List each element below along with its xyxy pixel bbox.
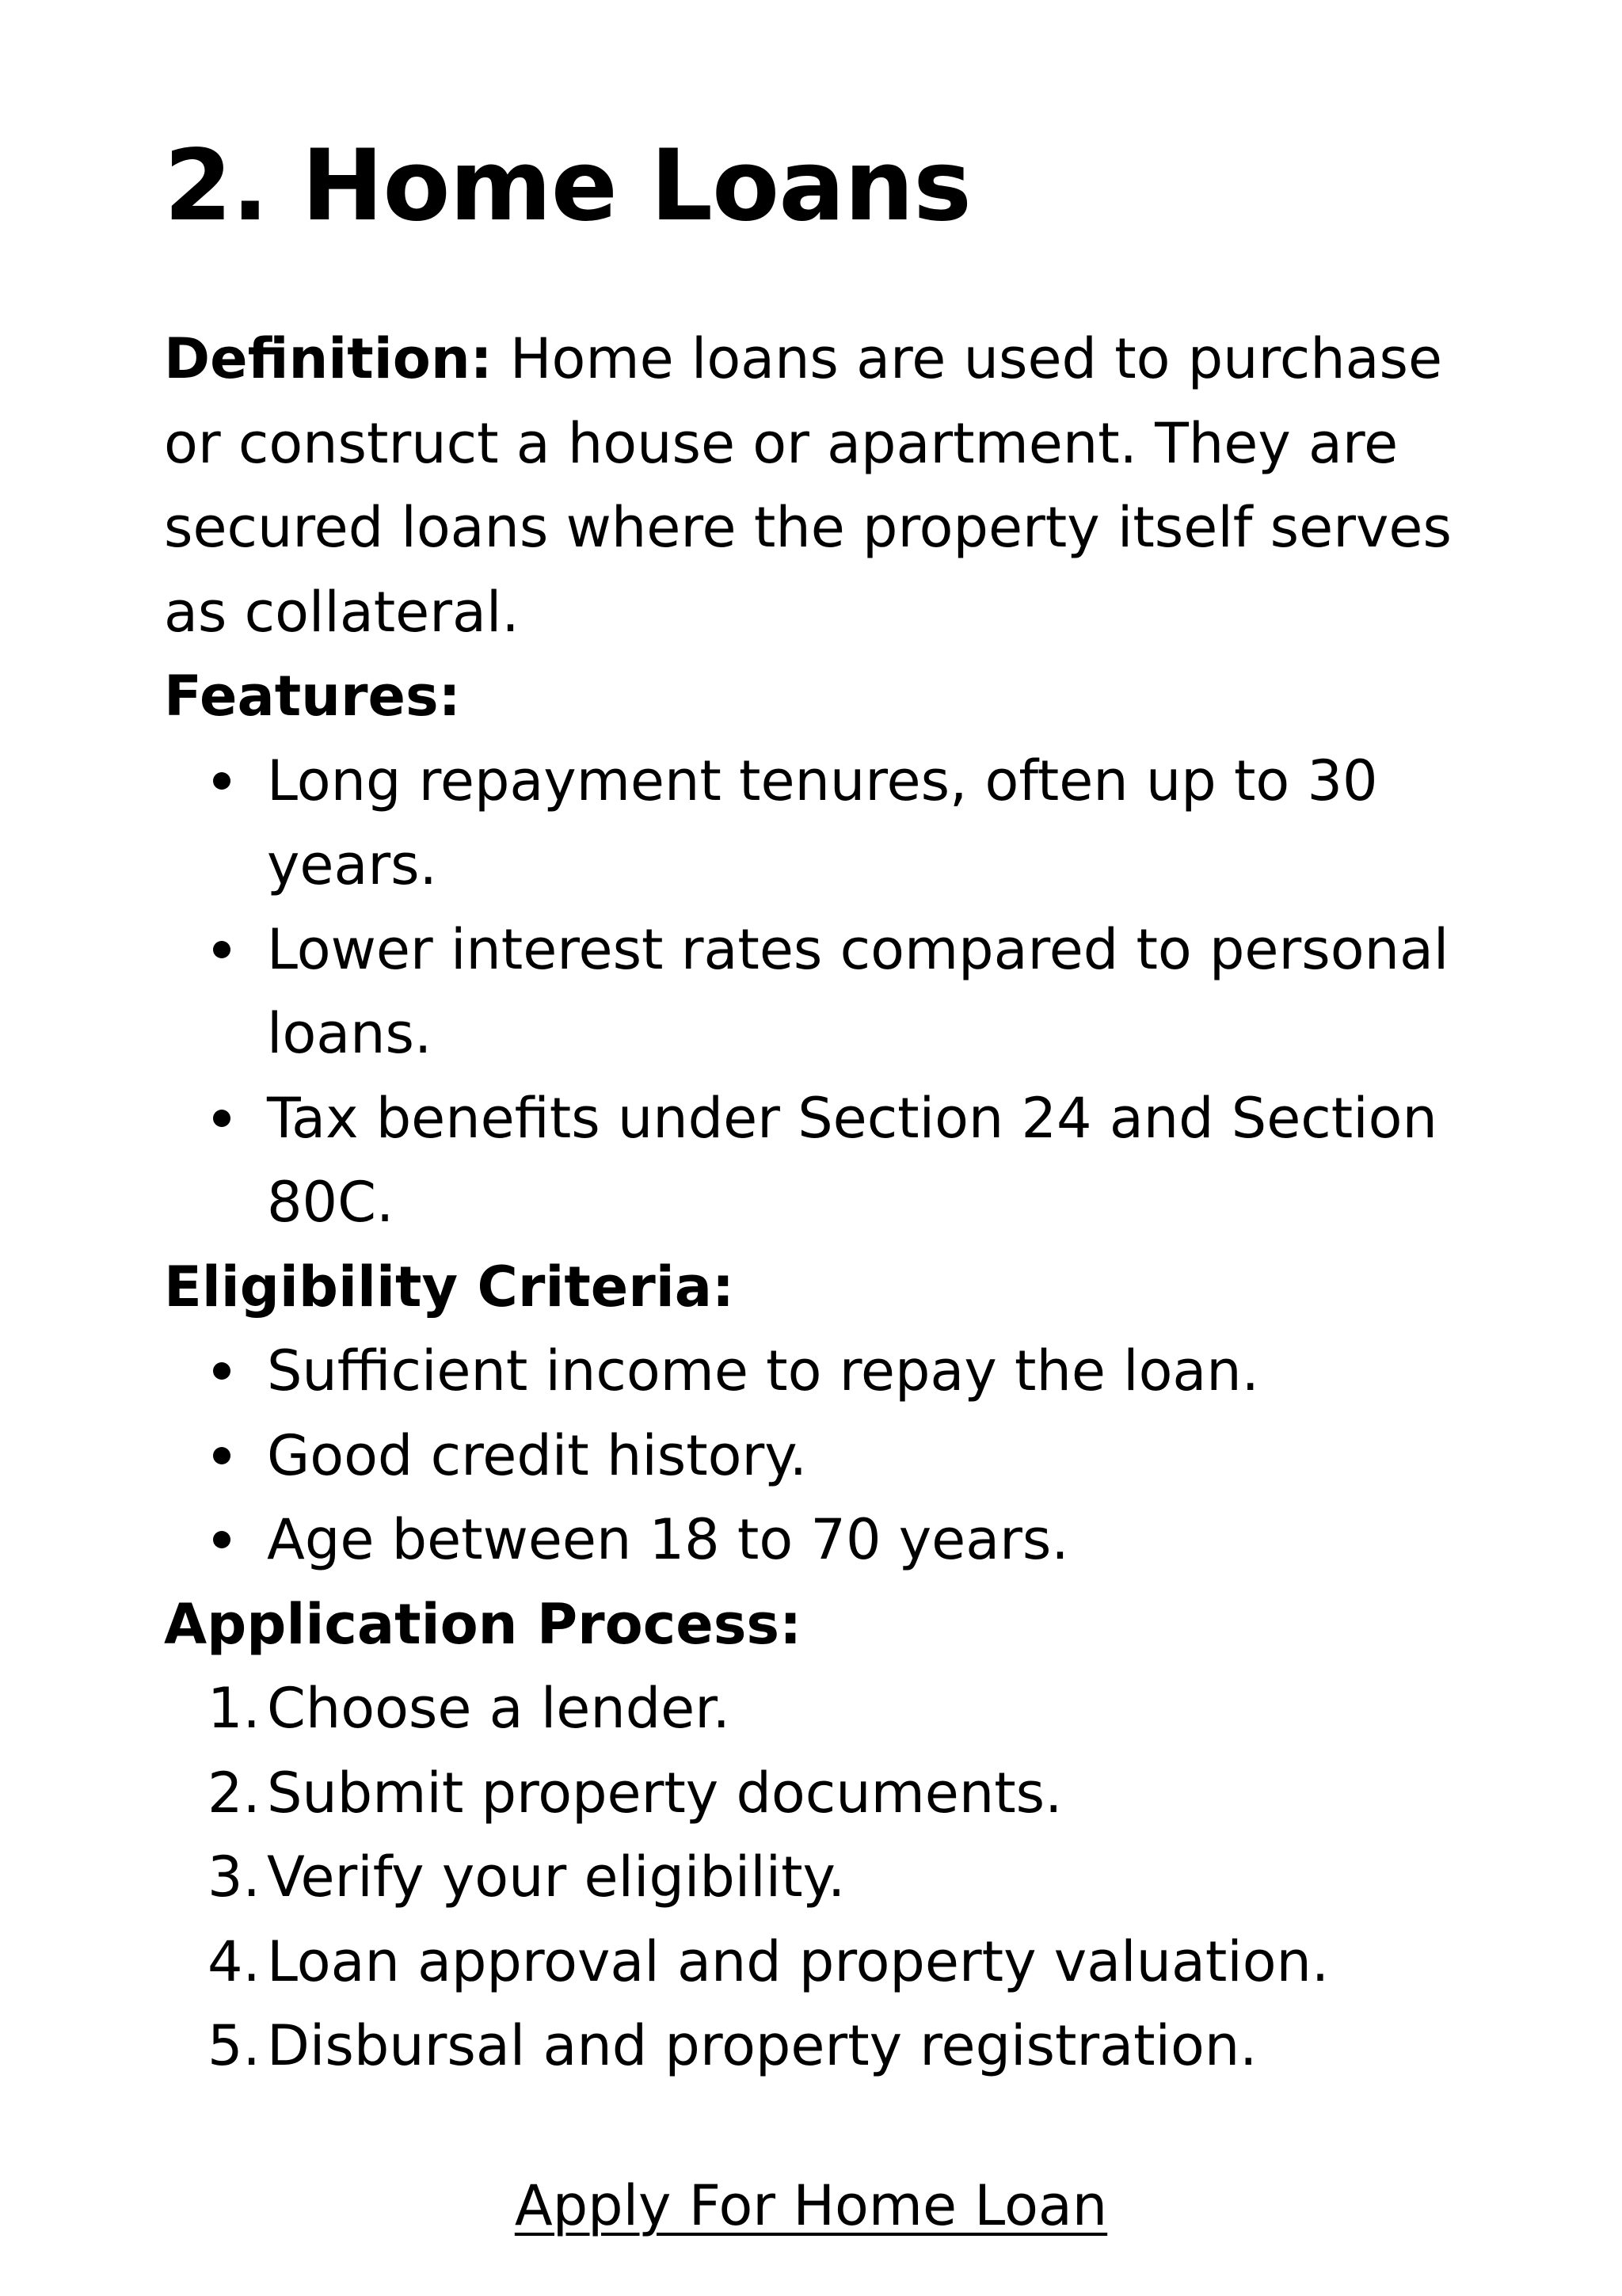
step-text: Loan approval and property valuation. [267, 1929, 1330, 1994]
page-title: 2. Home Loans [164, 129, 971, 243]
step-number: 1. [208, 1676, 261, 1741]
eligibility-heading: Eligibility Criteria: [164, 1254, 735, 1319]
step-text: Disbursal and property registration. [267, 2013, 1258, 2078]
step-text: Verify your eligibility. [267, 1845, 846, 1910]
features-list [164, 739, 1471, 1245]
list-item [164, 2004, 1471, 2088]
document-body [164, 317, 1471, 2088]
list-item [164, 1835, 1471, 1920]
list-item [164, 1666, 1471, 1751]
step-number: 3. [208, 1845, 261, 1910]
bullet-icon [213, 1531, 230, 1548]
list-item [164, 1751, 1471, 1836]
definition-paragraph [164, 317, 1471, 654]
bullet-icon [213, 1447, 230, 1464]
eligibility-list [164, 1329, 1471, 1582]
list-item: Age between 18 to 70 years. [164, 1498, 1471, 1582]
list-item: Good credit history. [164, 1414, 1471, 1498]
list-item: Sufficient income to repay the loan. [164, 1329, 1471, 1414]
application-heading: Application Process: [164, 1591, 802, 1657]
step-text: Choose a lender. [267, 1676, 730, 1741]
bullet-icon [213, 1110, 230, 1127]
bullet-icon [213, 772, 230, 790]
step-number: 2. [208, 1760, 261, 1826]
step-number: 5. [208, 2013, 261, 2078]
list-item: Lower interest rates compared to personal loans. [164, 908, 1471, 1076]
list-item: Tax benefits under Section 24 and Section 80C. [164, 1076, 1471, 1245]
bullet-icon [213, 941, 230, 958]
apply-link-container [0, 2166, 1622, 2245]
apply-for-home-loan-link[interactable]: Apply For Home Loan [514, 2173, 1108, 2238]
list-item [164, 1920, 1471, 2005]
list-item: Long repayment tenures, often up to 30 years. [164, 739, 1471, 908]
step-number: 4. [208, 1929, 261, 1994]
application-steps-list [164, 1666, 1471, 2088]
definition-text: Home loans are used to purchase or construct a house or apartment. They are secured loans where the property itself serves as collateral. [164, 326, 1452, 645]
bullet-icon [213, 1362, 230, 1380]
step-text: Submit property documents. [267, 1760, 1063, 1826]
definition-label: Definition: [164, 326, 493, 391]
features-heading: Features: [164, 664, 461, 729]
